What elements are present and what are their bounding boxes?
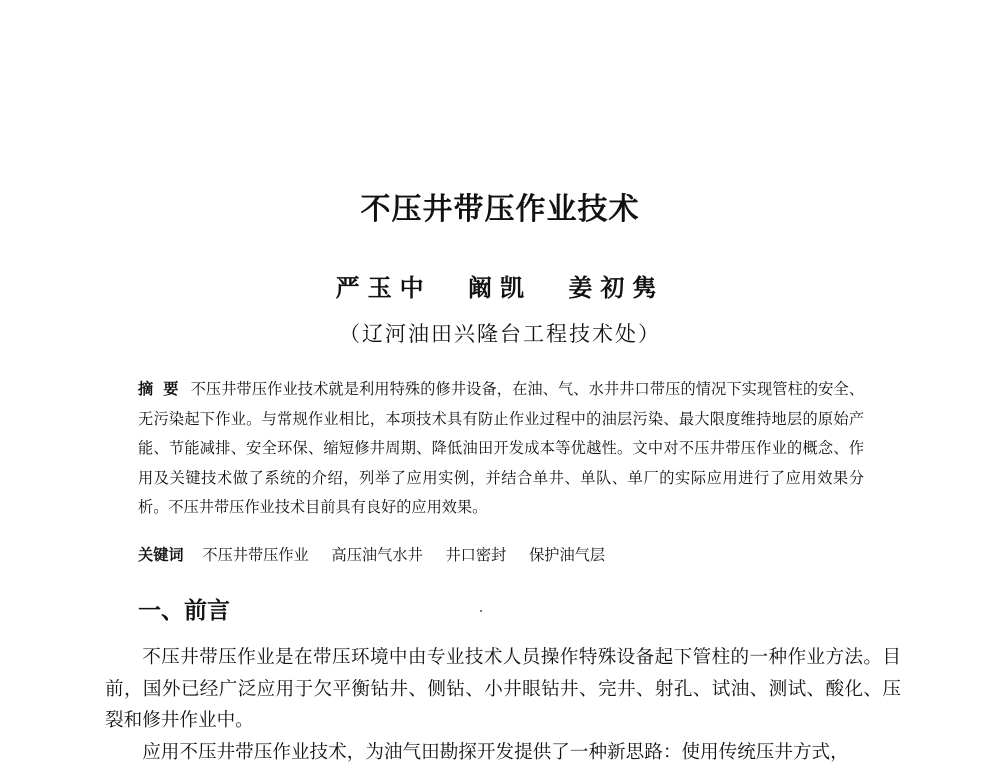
keyword: 井口密封 bbox=[445, 546, 506, 564]
abstract bbox=[138, 375, 864, 523]
keyword: 不压井带压作业 bbox=[202, 546, 308, 564]
author-name: 严玉中 bbox=[336, 268, 432, 303]
abstract-text: 不压井带压作业技术就是利用特殊的修井设备，在油、气、水井井口带压的情况下实现管柱的安全、无污染起下作业。与常规作业相比，本项技术具有防止作业过程中的油层污染、最大限度维持地层的原始产能、节能减排、安全环保、缩短修井周期、降低油田开发成本等优越性。文中对不压井带压作业的概念、作用及关键技术做了系统的介绍，列举了应用实例，并结合单井、单队、单厂的实际应用进行了应用效果分析。不压井带压作业技术目前具有良好的应用效果。 bbox=[138, 380, 864, 516]
section-heading: 一、前言 bbox=[138, 592, 230, 625]
keyword: 保护油气层 bbox=[529, 546, 605, 564]
author-list bbox=[0, 268, 1000, 303]
affiliation: （辽河油田兴隆台工程技术处） bbox=[0, 318, 1000, 348]
keywords bbox=[138, 541, 864, 570]
paper-title: 不压井带压作业技术 bbox=[0, 184, 1000, 228]
paragraph: 不压井带压作业是在带压环境中由专业技术人员操作特殊设备起下管柱的一种作业方法。目前，国外已经广泛应用于欠平衡钻井、侧钻、小井眼钻井、完井、射孔、试油、测试、酸化、压裂和修井作业中。 bbox=[105, 642, 901, 737]
paragraph: 应用不压井带压作业技术，为油气田勘探开发提供了一种新思路：使用传统压井方式， bbox=[105, 737, 901, 768]
author-name: 阚凯 bbox=[468, 268, 532, 303]
keyword: 高压油气水井 bbox=[332, 546, 423, 564]
author-name: 姜初隽 bbox=[568, 268, 664, 303]
abstract-label: 摘要 bbox=[138, 380, 189, 398]
body-text bbox=[105, 642, 901, 768]
keywords-label: 关键词 bbox=[138, 546, 184, 564]
scan-speck bbox=[480, 610, 482, 612]
